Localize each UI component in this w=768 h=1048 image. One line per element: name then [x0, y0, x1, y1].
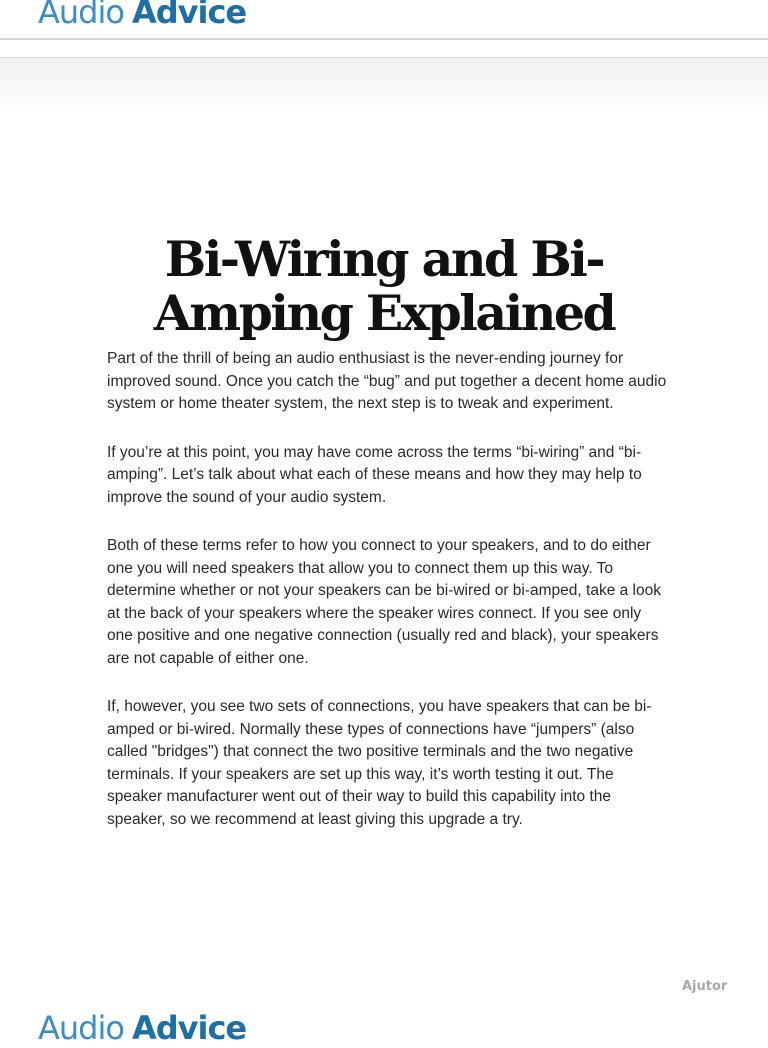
- help-link[interactable]: Ajutor: [682, 979, 728, 994]
- site-logo[interactable]: [38, 0, 246, 32]
- footer-logo-word-audio: Audio: [38, 1009, 124, 1047]
- site-header: [0, 0, 768, 40]
- article-title: Bi-Wiring and Bi-Amping Explained: [153, 230, 615, 342]
- logo-word-advice: Advice: [131, 0, 247, 31]
- article-body: [107, 348, 667, 857]
- logo-word-audio: Audio: [38, 0, 124, 31]
- article-paragraph: If, however, you see two sets of connections, you have speakers that can be bi-amped or bi-wired. Normally these types of connections have “jumpers” (also called "bridges") that connect the two positive terminals and the two negative terminals. If your speakers are set up this way, it’s worth testing it out. The speaker manufacturer went out of their way to build this capability into the speaker, so we recommend at least giving this upgrade a try.: [107, 698, 652, 828]
- footer-logo[interactable]: [38, 1008, 246, 1048]
- header-shadow: [0, 58, 768, 110]
- article-paragraph: Both of these terms refer to how you connect to your speakers, and to do either one you will need speakers that allow you to connect them up this way. To determine whether or not your speakers can be bi-wired or bi-amped, take a look at the back of your speakers where the speaker wires connect. If you see only one positive and one negative connection (usually red and black), your speakers are not capable of either one.: [107, 537, 661, 667]
- footer-logo-word-advice: Advice: [131, 1009, 247, 1047]
- article-paragraph: If you’re at this point, you may have come across the terms “bi-wiring” and “bi-amping”. Let’s talk about what each of these means and how they may help to improve the sound of your audio system.: [107, 443, 642, 506]
- article-paragraph: Part of the thrill of being an audio enthusiast is the never-ending journey for improved sound. Once you catch the “bug” and put together a decent home audio system or home theater system, the next step is to tweak and experiment.: [107, 350, 667, 412]
